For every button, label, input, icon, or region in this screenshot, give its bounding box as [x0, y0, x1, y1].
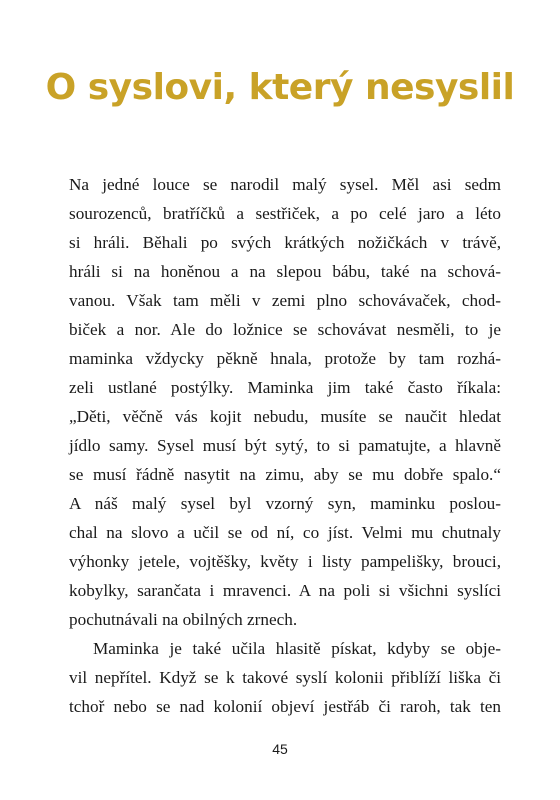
text-line: Na jedné louce se narodil malý sysel. Měl asi sedm	[69, 175, 501, 194]
text-line: sourozenců, bratříčků a sestřiček, a po celé jaro a léto	[69, 204, 501, 223]
paragraph-2	[69, 634, 501, 721]
text-line: A náš malý sysel byl vzorný syn, maminku poslou-	[69, 494, 501, 513]
text-line: výhonky jetele, vojtěšky, květy i listy pampelišky, brouci,	[69, 552, 501, 571]
text-line: Maminka je také učila hlasitě pískat, kdyby se obje-	[93, 639, 501, 658]
chapter-title: O syslovi, který nesyslil	[45, 67, 515, 108]
text-line: maminka vždycky pěkně hnala, protože by tam rozhá-	[69, 349, 501, 368]
text-line: se musí řádně nasytit na zimu, aby se mu dobře spalo.“	[69, 465, 501, 484]
text-line: tchoř nebo se nad kolonií objeví jestřáb či raroh, tak ten	[69, 697, 501, 716]
text-line: „Děti, věčně vás kojit nebudu, musíte se naučit hledat	[69, 407, 501, 426]
body-text	[69, 170, 501, 721]
text-line: hráli si na honěnou a na slepou bábu, také na schová-	[69, 262, 501, 281]
paragraph-1	[69, 170, 501, 634]
text-line: kobylky, sarančata i mravenci. A na poli si všichni syslíci	[69, 581, 501, 600]
text-line: vanou. Však tam měli v zemi plno schovávaček, chod-	[69, 291, 501, 310]
text-line: si hráli. Běhali po svých krátkých nožičkách v trávě,	[69, 233, 501, 252]
text-line: jídlo samy. Sysel musí být sytý, to si pamatujte, a hlavně	[69, 436, 501, 455]
text-line: pochutnávali na obilných zrnech.	[69, 610, 298, 629]
text-line: vil nepřítel. Když se k takové syslí kolonii přiblíží liška či	[69, 668, 501, 687]
page-number: 45	[272, 741, 288, 757]
text-line: biček a nor. Ale do ložnice se schovávat nesměli, to je	[69, 320, 501, 339]
text-line: chal na slovo a učil se od ní, co jíst. Velmi mu chutnaly	[69, 523, 501, 542]
text-line: zeli ustlané postýlky. Maminka jim také často říkala:	[69, 378, 501, 397]
